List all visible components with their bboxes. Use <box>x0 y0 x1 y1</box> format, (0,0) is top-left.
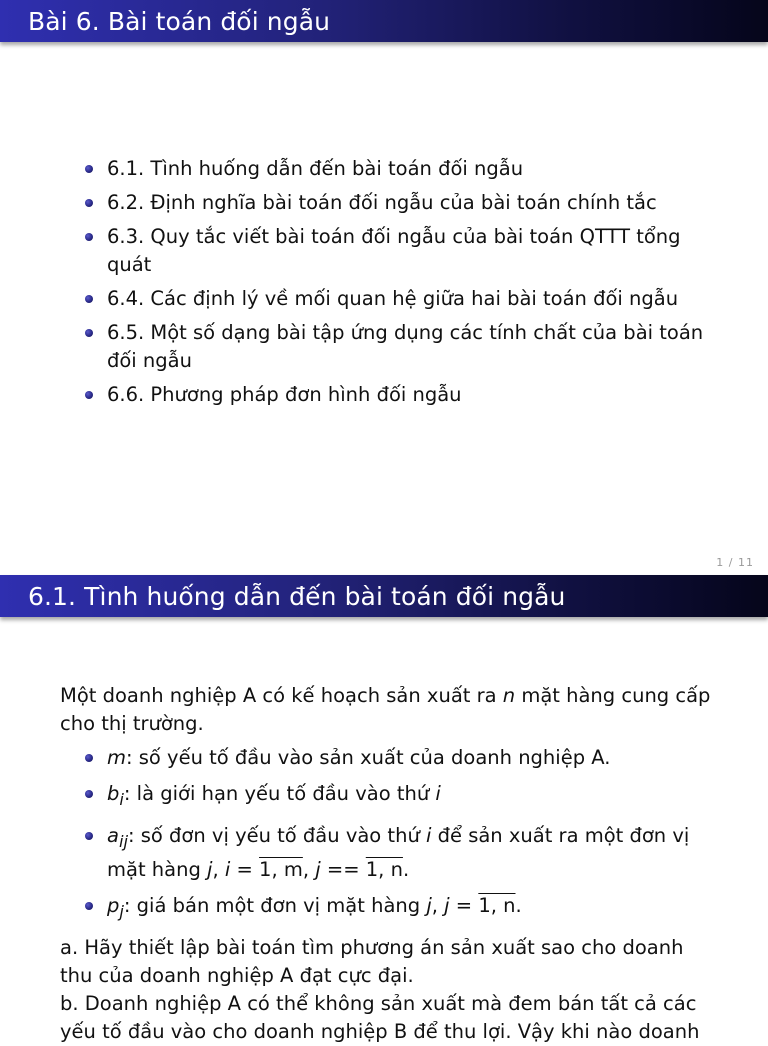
slide-title: 6.1. Tình huống dẫn đến bài toán đối ngẫu <box>0 575 768 617</box>
outline-item: 6.4. Các định lý về mối quan hệ giữa hai bài toán đối ngẫu <box>85 285 715 313</box>
question-a: a. Hãy thiết lập bài toán tìm phương án sản xuất sao cho doanh thu của doanh nghiệp A đạt cực đại. <box>60 935 684 987</box>
question-b: b. Doanh nghiệp A có thể không sản xuất mà đem bán tất cả các yếu tố đầu vào cho doanh nghiệp B để thu lợi. Vậy khi nào doanh <box>60 991 700 1043</box>
bullet-icon <box>85 391 93 399</box>
outline-item: 6.5. Một số dạng bài tập ứng dụng các tính chất của bài toán đối ngẫu <box>85 319 715 375</box>
definition-item: $b_i$: là giới hạn yếu tố đầu vào thứ i <box>85 780 720 814</box>
slide-2 <box>0 575 768 1043</box>
bullet-icon <box>85 832 93 840</box>
outline-list <box>85 155 715 415</box>
outline-item: 6.1. Tình huống dẫn đến bài toán đối ngẫu <box>85 155 715 183</box>
definition-item: $p_j$: giá bán một đơn vị mặt hàng j, j = 1, n. <box>85 892 720 926</box>
bullet-icon <box>85 165 93 173</box>
bullet-icon <box>85 329 93 337</box>
bullet-icon <box>85 233 93 241</box>
outline-item: 6.2. Định nghĩa bài toán đối ngẫu của bài toán chính tắc <box>85 189 715 217</box>
slide-title: Bài 6. Bài toán đối ngẫu <box>0 0 768 42</box>
slide-content <box>60 682 720 1046</box>
definition-item: $a_{ij}$: số đơn vị yếu tố đầu vào thứ i để sản xuất ra một đơn vị mặt hàng j, i = 1, m, j == 1, n. <box>85 822 720 884</box>
outline-item: 6.6. Phương pháp đơn hình đối ngẫu <box>85 381 715 409</box>
bullet-icon <box>85 199 93 207</box>
intro-paragraph: Một doanh nghiệp A có kế hoạch sản xuất ra n mặt hàng cung cấp cho thị trường. <box>60 684 711 735</box>
definition-item: m: số yếu tố đầu vào sản xuất của doanh nghiệp A. <box>85 744 720 772</box>
definition-list <box>85 744 720 926</box>
page-number: 1 / 11 <box>716 556 754 569</box>
outline-item: 6.3. Quy tắc viết bài toán đối ngẫu của bài toán QTTT tổng quát <box>85 223 715 279</box>
bullet-icon <box>85 790 93 798</box>
bullet-icon <box>85 295 93 303</box>
bullet-icon <box>85 754 93 762</box>
bullet-icon <box>85 902 93 910</box>
